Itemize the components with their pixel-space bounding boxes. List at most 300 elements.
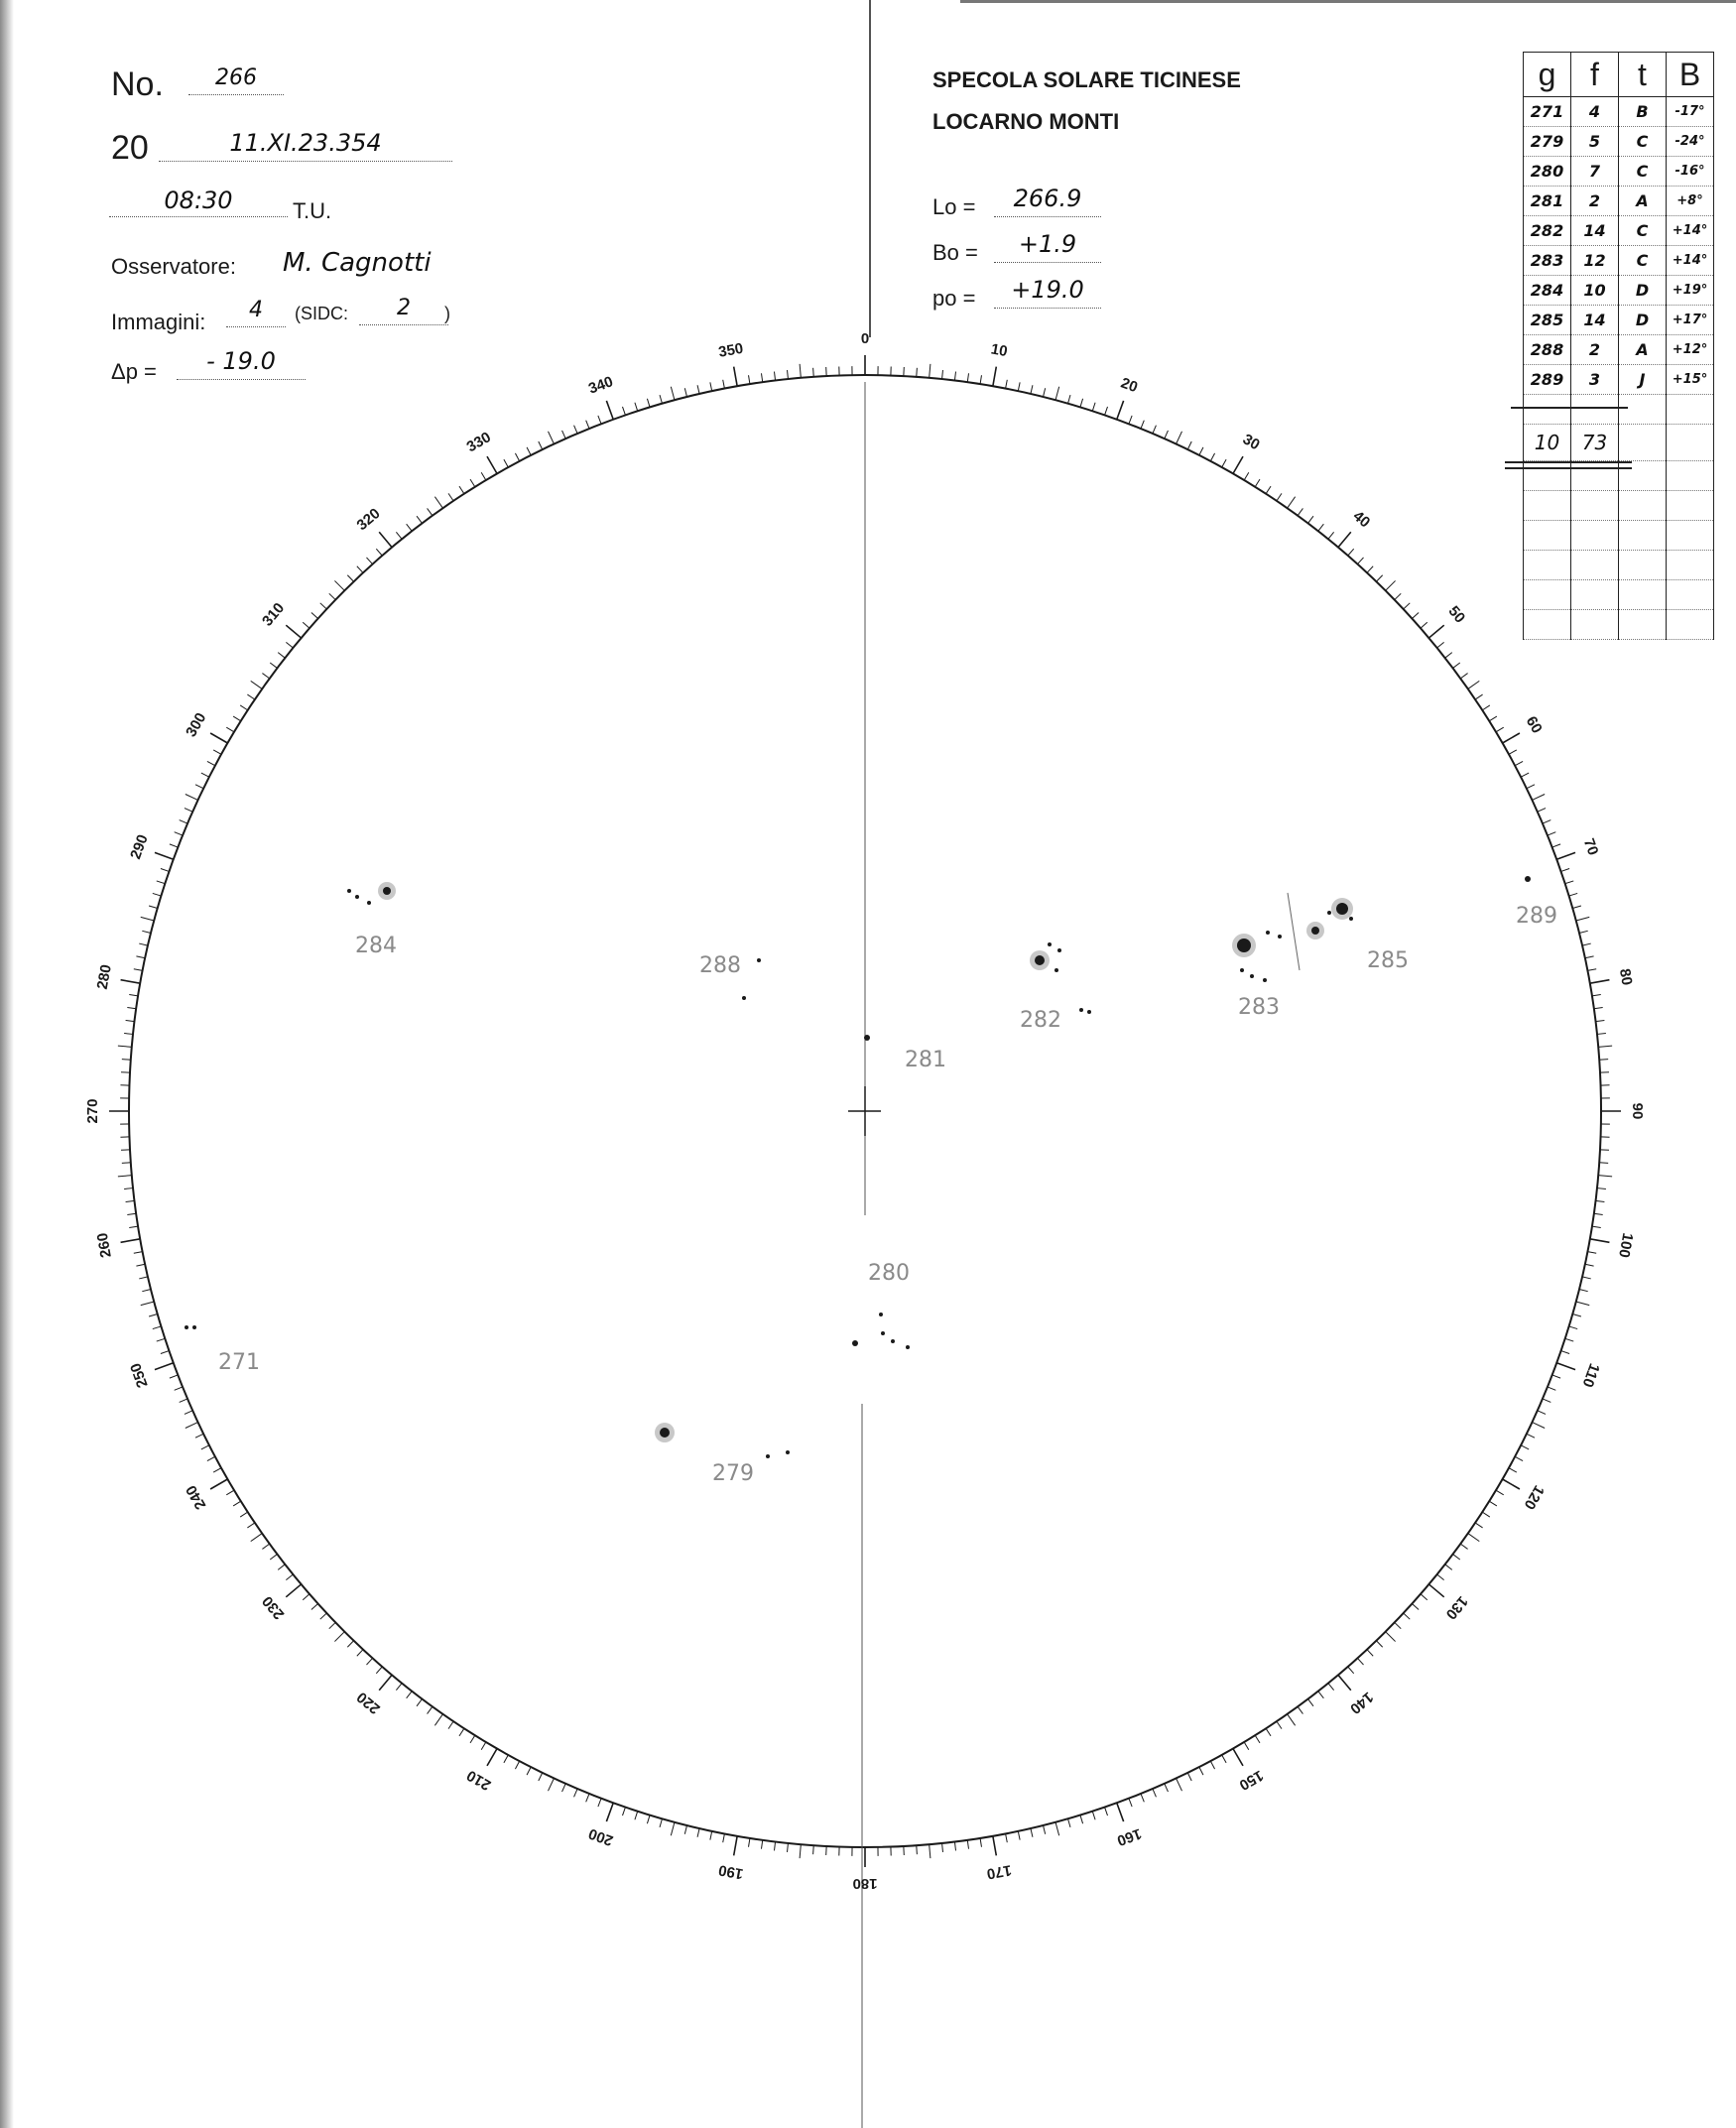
degree-tick: [320, 603, 327, 609]
degree-tick: [226, 1490, 234, 1495]
degree-tick: [1117, 401, 1124, 420]
degree-tick: [1421, 1594, 1427, 1600]
sunspot-group: [1232, 911, 1331, 1020]
degree-tick: [1445, 653, 1452, 659]
degree-tick: [459, 486, 464, 494]
degree-tick: [407, 1691, 413, 1698]
degree-tick: [251, 1534, 262, 1542]
degree-tick: [539, 441, 543, 449]
degree-tick: [1515, 761, 1523, 765]
degree-tick: [1199, 447, 1203, 455]
degree-tick: [1376, 1641, 1382, 1647]
degree-label: 70: [1579, 835, 1602, 858]
degree-tick: [149, 1314, 158, 1316]
sunspot: [1250, 974, 1254, 978]
degree-tick: [262, 674, 269, 679]
degree-tick: [185, 809, 192, 813]
cell-b: +19°: [1667, 276, 1714, 306]
degree-tick: [574, 426, 578, 434]
degree-tick: [1328, 532, 1334, 539]
degree-tick: [129, 1226, 138, 1227]
degree-tick: [428, 1706, 433, 1713]
degree-label: 130: [1441, 1592, 1471, 1623]
degree-tick: [1582, 943, 1591, 945]
degree-label: 90: [1629, 1102, 1647, 1120]
degree-tick: [1572, 906, 1581, 908]
degree-label: 10: [989, 340, 1009, 361]
degree-tick: [1556, 1363, 1575, 1370]
number-field: 266: [188, 65, 284, 95]
col-header-g: g: [1524, 53, 1571, 97]
degree-tick: [1018, 1831, 1020, 1840]
degree-tick: [954, 1841, 955, 1850]
degree-label: 100: [1615, 1231, 1637, 1259]
degree-tick: [1153, 426, 1157, 434]
degree-tick: [622, 1808, 625, 1816]
cell-f: 7: [1571, 157, 1619, 187]
degree-tick: [774, 1841, 775, 1850]
degree-tick: [1565, 881, 1574, 884]
degree-tick: [1598, 1046, 1612, 1047]
degree-tick: [800, 1844, 801, 1858]
degree-tick: [334, 1632, 344, 1642]
degree-tick: [1165, 1784, 1169, 1792]
degree-tick: [1587, 1252, 1596, 1254]
degree-tick: [1117, 1803, 1124, 1821]
degree-tick: [334, 580, 344, 590]
degree-tick: [1598, 1176, 1612, 1177]
degree-tick: [428, 508, 433, 515]
degree-tick: [1031, 385, 1033, 394]
degree-tick: [1460, 674, 1467, 679]
degree-tick: [1587, 969, 1596, 971]
degree-tick: [1318, 524, 1324, 531]
degree-label: 230: [259, 1592, 289, 1623]
degree-tick: [161, 1351, 170, 1354]
degree-tick: [586, 1794, 589, 1802]
degree-tick: [180, 820, 187, 824]
degree-tick: [1376, 575, 1382, 581]
degree-tick: [210, 1479, 227, 1489]
degree-tick: [1592, 995, 1601, 996]
degree-tick: [1489, 716, 1497, 721]
col-header-b: B: [1667, 53, 1714, 97]
degree-tick: [1509, 750, 1517, 754]
param-p0-value: +19.0: [994, 276, 1101, 309]
degree-tick: [1538, 809, 1546, 813]
degree-tick: [723, 1833, 725, 1842]
cell-g: 289: [1524, 365, 1571, 395]
cell-g: 282: [1524, 216, 1571, 246]
cell-f: 12: [1571, 246, 1619, 276]
cell-g: 280: [1524, 157, 1571, 187]
degree-tick: [1496, 727, 1504, 732]
degree-tick: [141, 917, 155, 921]
degree-tick: [134, 969, 143, 971]
degree-tick: [1412, 1603, 1419, 1609]
degree-tick: [303, 622, 310, 628]
degree-tick: [1328, 1684, 1334, 1690]
degree-tick: [1569, 1326, 1578, 1329]
degree-tick: [347, 575, 353, 581]
degree-tick: [127, 1007, 136, 1008]
degree-tick: [180, 1399, 187, 1403]
degree-tick: [240, 1512, 248, 1517]
degree-tick: [1404, 603, 1411, 609]
degree-tick: [270, 663, 277, 668]
degree-tick: [1141, 421, 1144, 429]
degree-tick: [1177, 1778, 1182, 1791]
cell-b: +14°: [1667, 246, 1714, 276]
degree-tick: [1585, 1264, 1594, 1266]
degree-tick: [1338, 532, 1351, 547]
sunspot: [355, 895, 359, 899]
degree-tick: [1187, 1773, 1191, 1781]
degree-tick: [201, 1445, 209, 1449]
degree-label: 240: [183, 1482, 210, 1513]
degree-label: 250: [127, 1360, 152, 1390]
degree-tick: [286, 1584, 301, 1597]
degree-tick: [470, 479, 475, 487]
degree-tick: [139, 1277, 148, 1279]
degree-tick: [504, 459, 508, 467]
degree-tick: [210, 733, 227, 743]
cell-t: B: [1619, 97, 1667, 127]
degree-tick: [122, 1163, 131, 1164]
sunspot: [786, 1450, 790, 1454]
sunspot: [1240, 968, 1244, 972]
degree-tick: [1233, 456, 1243, 473]
degree-tick: [434, 497, 442, 508]
degree-tick: [622, 407, 625, 416]
time-unit-label: T.U.: [293, 198, 332, 223]
degree-tick: [917, 1845, 918, 1854]
degree-tick: [1357, 1658, 1363, 1665]
degree-tick: [749, 375, 750, 384]
sunspot: [1266, 931, 1270, 935]
cell-g: 283: [1524, 246, 1571, 276]
sunspot: [1327, 911, 1331, 915]
degree-tick: [251, 681, 262, 688]
degree-tick: [1421, 622, 1427, 628]
sunspot: [1278, 935, 1282, 939]
degree-tick: [233, 1501, 241, 1506]
degree-tick: [1565, 1338, 1574, 1341]
degree-tick: [1395, 593, 1401, 599]
sunspot: [383, 887, 391, 895]
cell-f: 14: [1571, 306, 1619, 335]
sunspot: [367, 901, 371, 905]
degree-tick: [124, 1033, 133, 1034]
total-groups: 10: [1524, 425, 1571, 461]
degree-tick: [993, 1836, 996, 1856]
degree-tick: [303, 1594, 310, 1600]
degree-tick: [1044, 1825, 1046, 1834]
degree-tick: [1548, 832, 1555, 835]
cell-t: C: [1619, 127, 1667, 157]
images-label: Immagini:: [111, 310, 206, 334]
degree-tick: [1532, 795, 1545, 801]
degree-tick: [311, 1603, 318, 1609]
degree-tick: [1129, 416, 1132, 424]
cell-g: 279: [1524, 127, 1571, 157]
col-header-f: f: [1571, 53, 1619, 97]
degree-tick: [527, 1767, 531, 1775]
degree-label: 350: [717, 339, 745, 361]
degree-tick: [1044, 388, 1046, 397]
degree-tick: [749, 1838, 750, 1847]
sunspot: [1035, 955, 1045, 965]
degree-tick: [660, 1818, 662, 1827]
degree-tick: [671, 387, 675, 401]
cell-t: D: [1619, 276, 1667, 306]
cell-g: 281: [1524, 187, 1571, 216]
degree-tick: [1404, 1613, 1411, 1619]
degree-tick: [155, 852, 174, 859]
group-label: 280: [868, 1261, 910, 1286]
degree-tick: [1552, 844, 1560, 847]
cell-f: 5: [1571, 127, 1619, 157]
degree-tick: [153, 893, 162, 896]
sidc-field: 2: [359, 296, 448, 325]
sunspot: [1048, 942, 1052, 946]
degree-tick: [1453, 663, 1460, 668]
degree-tick: [1210, 453, 1214, 461]
param-l0-value: 266.9: [994, 185, 1101, 217]
degree-tick: [1527, 785, 1535, 789]
degree-tick: [1585, 956, 1594, 958]
degree-tick: [226, 727, 234, 732]
degree-tick: [942, 370, 943, 379]
degree-tick: [800, 364, 801, 378]
degree-tick: [379, 532, 392, 547]
sunspot: [185, 1325, 188, 1329]
degree-tick: [1552, 1375, 1560, 1378]
degree-tick: [1437, 642, 1444, 648]
degree-tick: [1489, 1501, 1497, 1506]
degree-tick: [396, 1684, 402, 1690]
cell-t: J: [1619, 365, 1667, 395]
degree-tick: [1068, 1818, 1070, 1827]
degree-tick: [1515, 1456, 1523, 1460]
degree-label: 80: [1615, 967, 1636, 987]
cell-b: +17°: [1667, 306, 1714, 335]
degree-tick: [448, 1721, 453, 1728]
degree-label: 310: [259, 599, 289, 630]
group-label: 289: [1516, 904, 1557, 929]
degree-tick: [1582, 1277, 1591, 1279]
degree-tick: [967, 1840, 968, 1849]
degree-tick: [434, 1714, 442, 1725]
cell-b: -24°: [1667, 127, 1714, 157]
degree-tick: [170, 1375, 178, 1378]
degree-tick: [1453, 1555, 1460, 1560]
degree-label: 200: [586, 1824, 616, 1849]
sunspot: [1311, 927, 1319, 935]
degree-tick: [448, 493, 453, 500]
degree-tick: [142, 1290, 151, 1292]
degree-tick: [606, 1803, 613, 1821]
cell-b: +8°: [1667, 187, 1714, 216]
degree-tick: [549, 432, 555, 444]
degree-tick: [598, 1799, 601, 1807]
cell-f: 2: [1571, 187, 1619, 216]
degree-tick: [1255, 479, 1260, 487]
degree-tick: [155, 1363, 174, 1370]
degree-tick: [1428, 1584, 1443, 1597]
degree-tick: [1569, 893, 1578, 896]
degree-tick: [175, 1387, 183, 1390]
degree-tick: [247, 1523, 254, 1528]
group-label: 282: [1020, 1008, 1061, 1033]
degree-tick: [1210, 1761, 1214, 1769]
degree-tick: [1482, 705, 1490, 710]
degree-tick: [262, 1544, 269, 1549]
cell-b: +12°: [1667, 335, 1714, 365]
degree-tick: [774, 372, 775, 381]
degree-tick: [1386, 580, 1396, 590]
degree-tick: [1597, 1033, 1606, 1034]
group-label: 283: [1238, 995, 1280, 1020]
degree-tick: [247, 694, 254, 699]
degree-tick: [1576, 1302, 1590, 1306]
degree-tick: [1594, 1213, 1603, 1214]
sunspot: [1336, 903, 1348, 915]
degree-tick: [357, 1650, 363, 1657]
degree-tick: [1318, 1691, 1324, 1698]
degree-tick: [1277, 1721, 1282, 1728]
sunspot-group: [1020, 942, 1091, 1033]
degree-tick: [129, 995, 138, 996]
degree-tick: [1503, 733, 1520, 743]
degree-label: 30: [1239, 431, 1263, 454]
observer-field: M. Cagnotti: [283, 248, 432, 278]
group-label: 281: [905, 1048, 946, 1072]
degree-tick: [1460, 1544, 1467, 1549]
cell-b: -17°: [1667, 97, 1714, 127]
degree-tick: [1288, 497, 1296, 508]
degree-tick: [127, 1213, 136, 1214]
degree-tick: [122, 1060, 131, 1061]
degree-tick: [366, 558, 372, 564]
degree-tick: [136, 1264, 145, 1266]
degree-tick: [139, 943, 148, 945]
degree-tick: [671, 1822, 675, 1836]
degree-tick: [1532, 1423, 1545, 1429]
degree-tick: [417, 1699, 422, 1706]
sunspot: [742, 996, 746, 1000]
degree-tick: [1509, 1468, 1517, 1472]
degree-tick: [278, 1565, 285, 1570]
sunspot: [192, 1325, 196, 1329]
degree-tick: [1543, 1399, 1550, 1403]
degree-label: 60: [1522, 713, 1546, 737]
degree-tick: [481, 1742, 486, 1750]
degree-tick: [1068, 395, 1070, 404]
cell-g: 288: [1524, 335, 1571, 365]
degree-tick: [201, 773, 209, 777]
degree-tick: [761, 1840, 762, 1849]
degree-tick: [967, 373, 968, 382]
degree-tick: [1187, 441, 1191, 449]
param-b0-label: Bo =: [932, 240, 978, 265]
sunspot: [347, 889, 351, 893]
degree-tick: [1244, 472, 1249, 480]
sunspot: [852, 1340, 858, 1346]
degree-label: 260: [93, 1231, 115, 1259]
degree-tick: [1561, 868, 1570, 871]
sunspot: [1349, 917, 1353, 921]
degree-tick: [195, 785, 203, 789]
degree-tick: [320, 1613, 327, 1619]
cell-b: +14°: [1667, 216, 1714, 246]
degree-tick: [515, 453, 519, 461]
degree-tick: [647, 1815, 650, 1824]
degree-tick: [1177, 432, 1182, 444]
sunspot: [864, 1035, 870, 1041]
degree-tick: [527, 447, 531, 455]
cell-t: C: [1619, 246, 1667, 276]
observatory-name: SPECOLA SOLARE TICINESE: [932, 67, 1241, 92]
degree-tick: [213, 1468, 221, 1472]
degree-tick: [710, 382, 712, 391]
group-label: 288: [699, 953, 741, 978]
degree-tick: [1395, 1622, 1401, 1628]
degree-tick: [1266, 486, 1271, 494]
degree-tick: [1579, 931, 1588, 933]
degree-tick: [1437, 1574, 1444, 1580]
degree-tick: [459, 1728, 464, 1736]
degree-tick: [586, 421, 589, 429]
degree-tick: [697, 385, 699, 394]
degree-tick: [942, 1843, 943, 1852]
degree-tick: [1153, 1789, 1157, 1797]
degree-tick: [1521, 1445, 1529, 1449]
degree-tick: [1367, 566, 1373, 573]
degree-tick: [311, 612, 318, 618]
degree-tick: [635, 403, 638, 412]
degree-tick: [635, 1812, 638, 1820]
degree-tick: [1105, 407, 1108, 416]
cell-f: 2: [1571, 335, 1619, 365]
degree-tick: [149, 906, 158, 908]
sunspot: [1237, 939, 1251, 952]
degree-tick: [1572, 1314, 1581, 1316]
cell-g: 284: [1524, 276, 1571, 306]
sunspot: [906, 1345, 910, 1349]
cell-t: C: [1619, 216, 1667, 246]
degree-tick: [1475, 1523, 1482, 1528]
group-label: 271: [218, 1350, 260, 1375]
degree-tick: [1428, 625, 1443, 638]
sunspot-group: [864, 1035, 946, 1072]
degree-tick: [153, 1326, 162, 1329]
cell-g: 285: [1524, 306, 1571, 335]
degree-tick: [761, 373, 762, 382]
sunspot: [891, 1339, 895, 1343]
degree-tick: [1233, 1749, 1243, 1766]
degree-label: 270: [83, 1098, 101, 1124]
degree-label: 210: [463, 1766, 494, 1794]
degree-tick: [207, 761, 215, 765]
degree-tick: [329, 1622, 335, 1628]
degree-tick: [1590, 1239, 1610, 1242]
degree-tick: [396, 532, 402, 539]
degree-tick: [1338, 1675, 1351, 1690]
degree-tick: [1386, 1632, 1396, 1642]
images-field: 4: [226, 298, 286, 327]
group-label: 285: [1367, 948, 1409, 973]
